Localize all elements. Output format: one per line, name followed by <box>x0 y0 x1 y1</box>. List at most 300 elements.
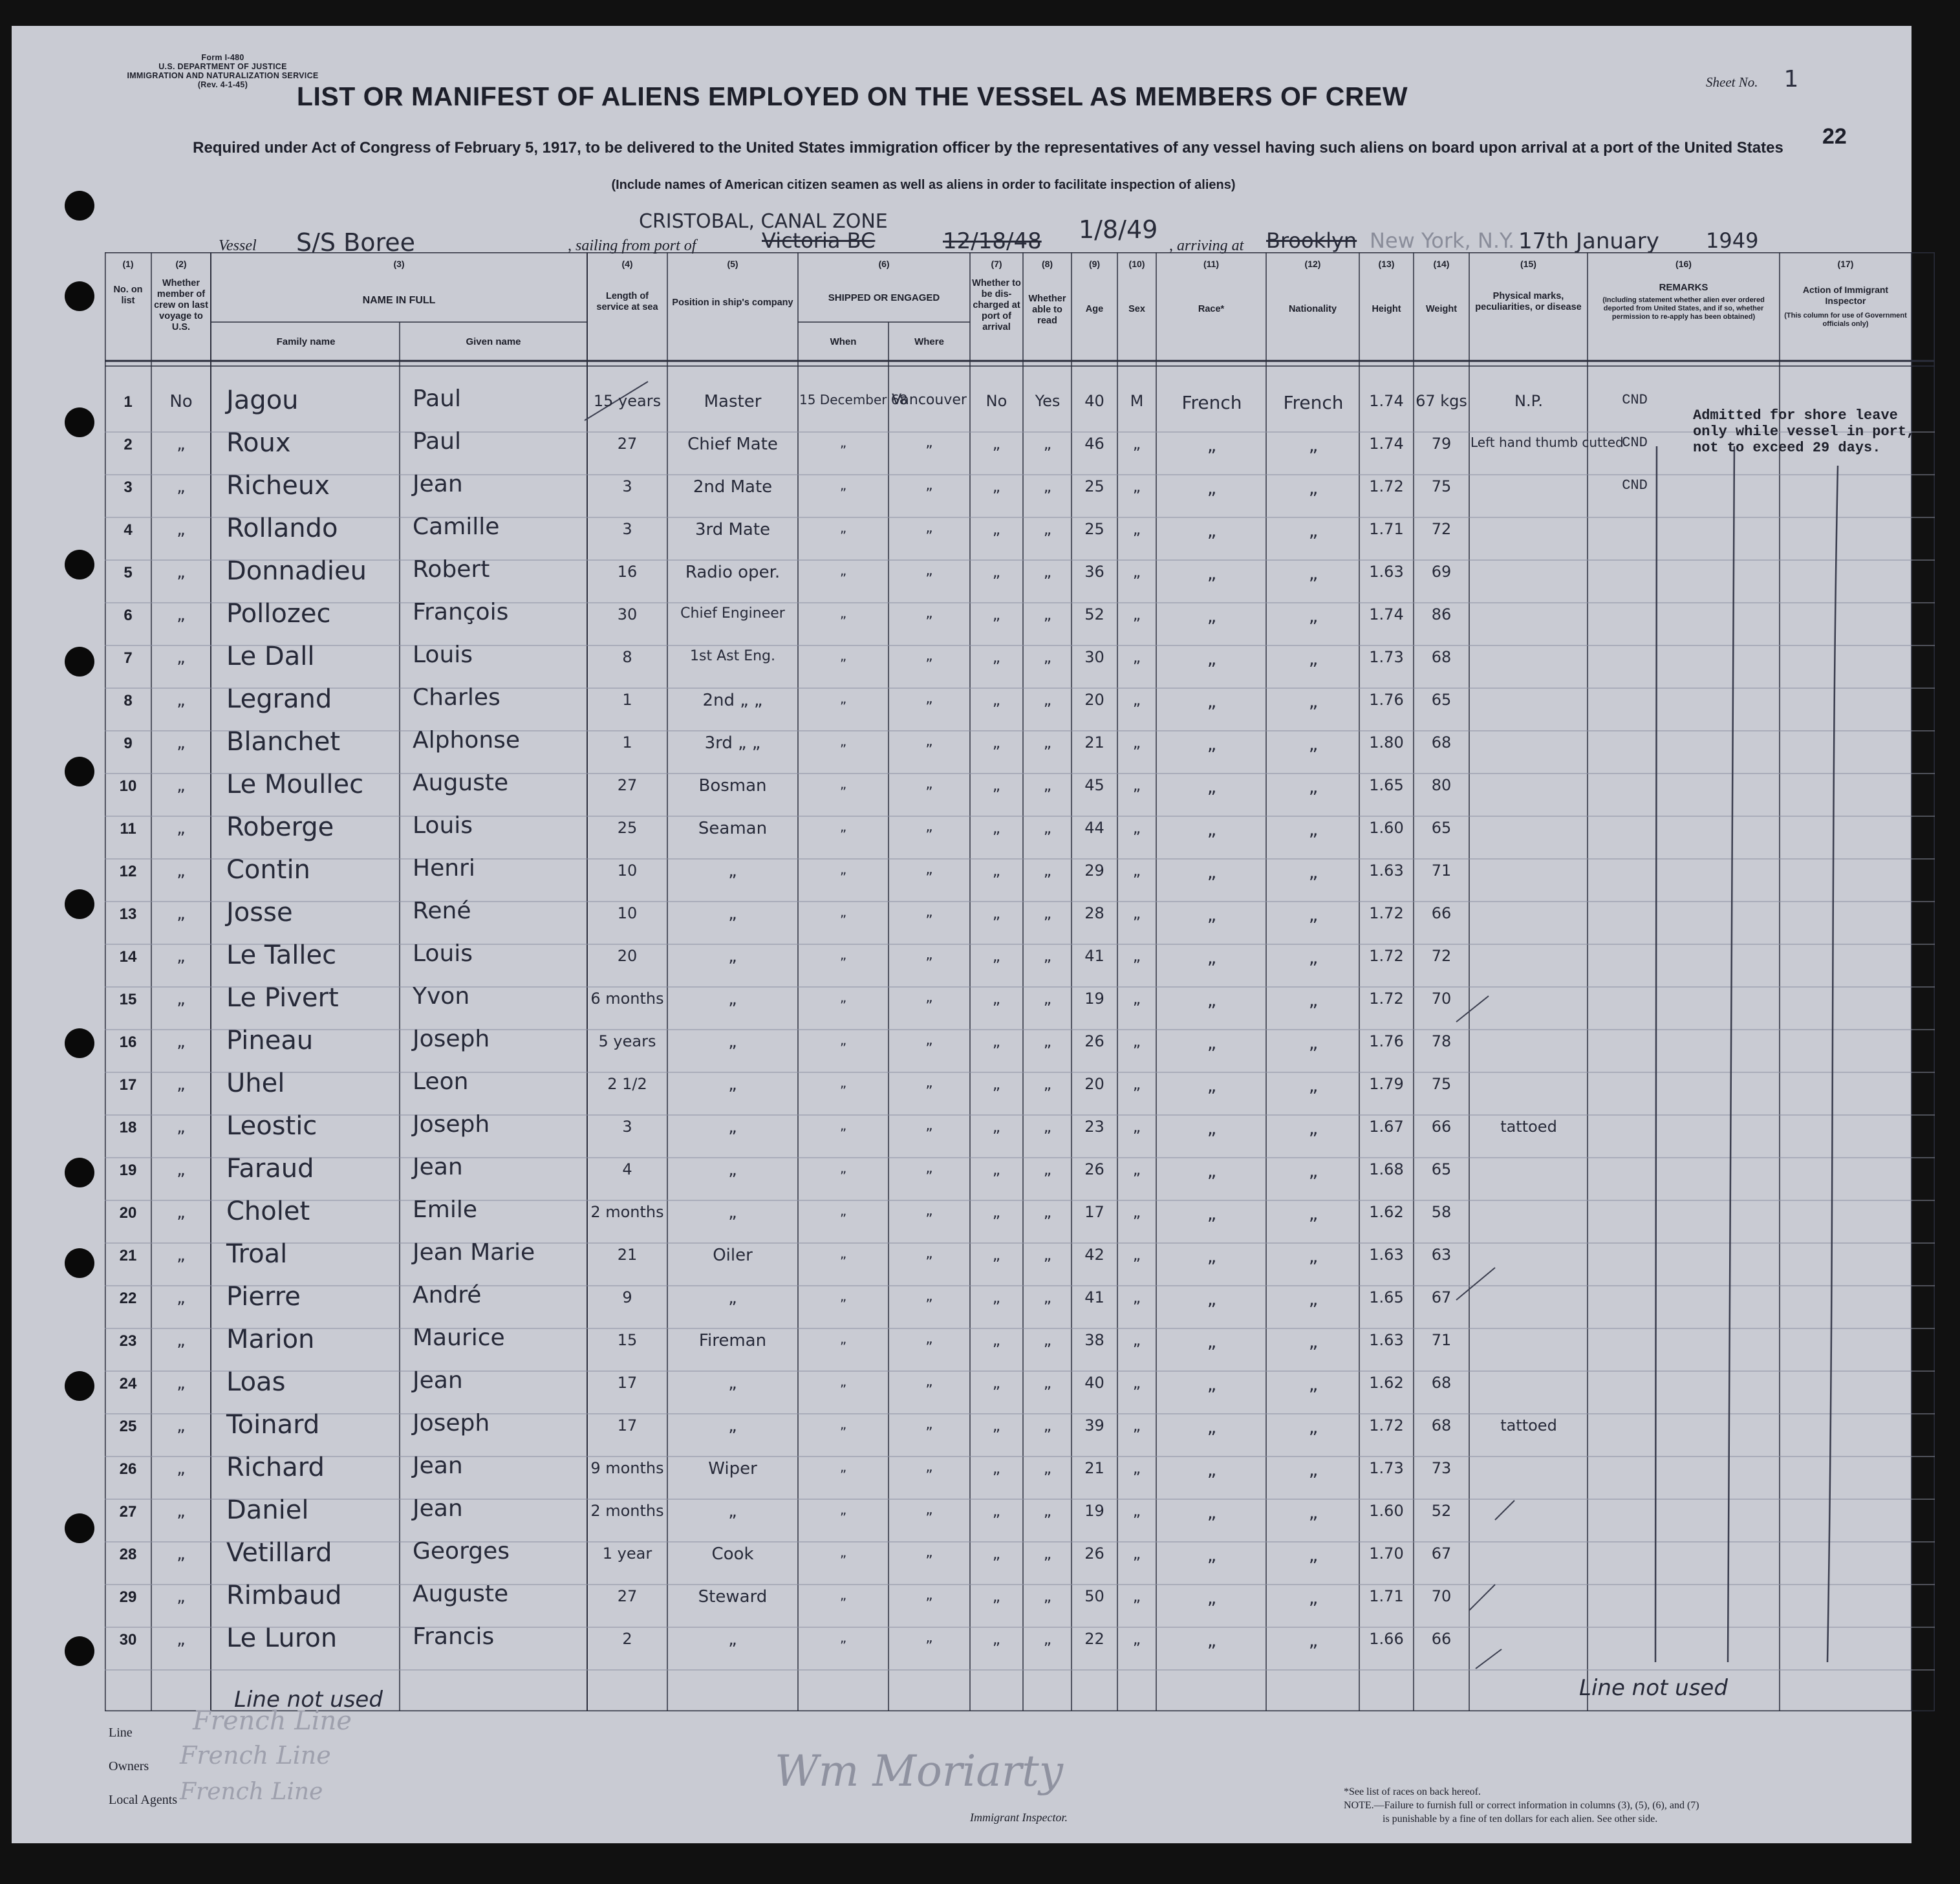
cell-nat: „ <box>1308 648 1319 669</box>
cell-weight: 67 <box>1431 1288 1452 1306</box>
line-not-used-left: Line not used <box>234 1687 383 1713</box>
cell-sex: „ <box>1132 1502 1141 1520</box>
cell-family: Rollando <box>226 514 338 543</box>
cell-nat: „ <box>1308 1246 1319 1267</box>
cell-service: 27 <box>617 1587 638 1605</box>
cell-age: 21 <box>1084 733 1104 752</box>
row-number: 19 <box>119 1162 137 1179</box>
cell-read: „ <box>1043 435 1052 453</box>
cell-given: Louis <box>413 642 473 668</box>
cell-race: „ <box>1207 520 1217 541</box>
cell-family: Leostic <box>226 1111 318 1141</box>
cell-disch: „ <box>992 861 1001 880</box>
cell-given: Robert <box>413 556 490 583</box>
cell-height: 1.72 <box>1369 1416 1404 1435</box>
cell-height: 1.73 <box>1369 648 1404 666</box>
cell-age: 19 <box>1084 1502 1104 1520</box>
cell-nat: „ <box>1308 733 1319 755</box>
cell-height: 1.72 <box>1369 947 1404 965</box>
cell-service: 25 <box>617 819 638 837</box>
cell-weight: 72 <box>1431 947 1452 965</box>
cell-when: 15 December 68 <box>799 392 908 407</box>
cell-service: 21 <box>617 1246 638 1264</box>
cell-height: 1.65 <box>1369 1288 1404 1306</box>
cell-where: „ <box>925 947 933 963</box>
cell-where: „ <box>925 1416 933 1433</box>
owners-label: Owners <box>109 1759 149 1773</box>
cell-family: Daniel <box>226 1495 309 1525</box>
cell-crew: „ <box>177 819 186 838</box>
cell-crew: „ <box>177 435 186 454</box>
cell-weight: 67 <box>1431 1544 1452 1563</box>
cell-sex: „ <box>1132 563 1141 581</box>
cell-age: 23 <box>1084 1118 1104 1136</box>
cell-weight: 86 <box>1431 605 1452 623</box>
cell-read: „ <box>1043 605 1052 623</box>
cell-read: „ <box>1043 477 1052 495</box>
cell-family: Contin <box>226 855 310 885</box>
cell-service: 3 <box>622 520 632 538</box>
cell-where: „ <box>925 904 933 920</box>
cell-crew: „ <box>177 1032 186 1052</box>
cell-when: „ <box>839 1416 847 1432</box>
cell-height: 1.60 <box>1369 819 1404 837</box>
cell-given: Auguste <box>413 1581 509 1607</box>
cell-nat: „ <box>1308 947 1319 968</box>
cell-read: „ <box>1043 563 1052 581</box>
cell-nat: „ <box>1308 1160 1319 1182</box>
cell-read: „ <box>1043 1160 1052 1178</box>
cell-given: Jean <box>413 1453 463 1479</box>
cell-when: „ <box>839 477 847 493</box>
cell-disch: „ <box>992 1331 1001 1349</box>
cell-position: Steward <box>698 1587 768 1607</box>
cell-race: „ <box>1207 990 1217 1011</box>
row-number: 26 <box>119 1460 137 1478</box>
cell-height: 1.71 <box>1369 520 1404 538</box>
row-number: 28 <box>119 1546 137 1563</box>
cell-sex: „ <box>1132 1118 1141 1136</box>
cell-service: 5 years <box>598 1032 656 1050</box>
cell-race: „ <box>1207 819 1217 840</box>
cell-family: Marion <box>226 1325 315 1354</box>
cell-where: „ <box>925 435 933 451</box>
cell-position: „ <box>728 1374 737 1393</box>
cell-age: 40 <box>1084 1374 1104 1392</box>
cell-service: 10 <box>617 904 638 922</box>
binder-hole <box>65 1248 94 1278</box>
cell-weight: 67 kgs <box>1416 392 1467 410</box>
cell-sex: „ <box>1132 605 1141 623</box>
cell-sex: „ <box>1132 947 1141 965</box>
cell-weight: 68 <box>1431 733 1452 752</box>
cell-nat: French <box>1283 392 1344 413</box>
col-shipped: SHIPPED OR ENGAGED <box>828 292 940 303</box>
cell-crew: „ <box>177 1587 186 1607</box>
cell-read: „ <box>1043 776 1052 794</box>
cell-where: „ <box>925 1587 933 1603</box>
cell-height: 1.79 <box>1369 1075 1404 1093</box>
cell-crew: „ <box>177 1544 186 1564</box>
sheet-number: Sheet No. 1 <box>1706 66 1799 92</box>
cell-nat: „ <box>1308 1416 1319 1438</box>
cell-sex: „ <box>1132 1160 1141 1178</box>
cell-position: 3rd „ „ <box>704 733 761 753</box>
cell-family: Roux <box>226 428 291 458</box>
cell-where: „ <box>925 1288 933 1305</box>
cell-read: „ <box>1043 1459 1052 1477</box>
cell-where: „ <box>925 477 933 493</box>
cell-service: 9 <box>622 1288 632 1306</box>
cell-weight: 68 <box>1431 648 1452 666</box>
cell-position: 3rd Mate <box>695 520 771 539</box>
cell-sex: „ <box>1132 1587 1141 1605</box>
cell-when: „ <box>839 1502 847 1517</box>
cell-service: 2 1/2 <box>607 1075 647 1093</box>
cell-crew: „ <box>177 1374 186 1393</box>
cell-crew: „ <box>177 648 186 667</box>
cell-when: „ <box>839 1203 847 1218</box>
vessel-name: S/S Boree <box>296 228 415 257</box>
cell-race: „ <box>1207 1544 1217 1566</box>
cell-where: „ <box>925 1246 933 1262</box>
agents-label: Local Agents <box>109 1793 178 1807</box>
cell-given: Jean <box>413 471 463 497</box>
col-height: Height <box>1372 304 1401 314</box>
cell-where: „ <box>925 819 933 835</box>
cell-disch: „ <box>992 563 1001 581</box>
cell-service: 2 <box>622 1630 632 1648</box>
cell-given: Francis <box>413 1623 495 1650</box>
cell-age: 39 <box>1084 1416 1104 1435</box>
cell-nat: „ <box>1308 819 1319 840</box>
cell-family: Le Pivert <box>226 983 339 1013</box>
cell-position: „ <box>728 1075 737 1094</box>
cell-disch: „ <box>992 1374 1001 1392</box>
sailing-label: , sailing from port of <box>568 237 696 254</box>
cell-disch: „ <box>992 1502 1001 1520</box>
cell-family: Faraud <box>226 1154 314 1184</box>
cell-position: „ <box>728 1288 737 1308</box>
cell-given: Georges <box>413 1538 510 1565</box>
cell-nat: „ <box>1308 435 1319 456</box>
cell-age: 25 <box>1084 477 1104 495</box>
col-position: Position in ship's company <box>672 298 793 308</box>
cell-remarks: CND <box>1622 392 1648 408</box>
cell-height: 1.63 <box>1369 563 1404 581</box>
row-number: 3 <box>124 479 133 496</box>
cell-position: Radio oper. <box>685 563 781 582</box>
row-number: 4 <box>124 521 133 539</box>
binder-hole <box>65 550 94 579</box>
cell-race: „ <box>1207 691 1217 712</box>
row-number: 16 <box>119 1034 137 1051</box>
cell-race: „ <box>1207 776 1217 797</box>
row-number: 9 <box>124 735 133 752</box>
cell-family: Vetillard <box>226 1538 332 1568</box>
cell-height: 1.62 <box>1369 1374 1404 1392</box>
row-number: 21 <box>119 1247 137 1264</box>
cell-nat: „ <box>1308 904 1319 926</box>
cell-nat: „ <box>1308 1630 1319 1651</box>
cell-given: Jean <box>413 1154 463 1180</box>
cell-family: Cholet <box>226 1196 310 1226</box>
col-num-11: (11) <box>1203 259 1220 269</box>
cell-read: „ <box>1043 733 1052 752</box>
cell-crew: „ <box>177 1459 186 1478</box>
cell-given: Louis <box>413 940 473 967</box>
col-num-17: (17) <box>1837 259 1854 269</box>
cell-nat: „ <box>1308 520 1319 541</box>
cell-position: „ <box>728 1118 737 1137</box>
cell-crew: „ <box>177 1331 186 1350</box>
cell-read: „ <box>1043 1288 1052 1306</box>
cell-crew: „ <box>177 477 186 497</box>
manifest-sheet <box>12 26 1915 1843</box>
cell-disch: „ <box>992 1118 1001 1136</box>
cell-where: „ <box>925 776 933 792</box>
cell-service: 1 year <box>602 1544 652 1563</box>
cell-service: 10 <box>617 861 638 880</box>
cell-nat: „ <box>1308 563 1319 584</box>
form-id: Form I-480 U.S. DEPARTMENT OF JUSTICE IMMIGRATION AND NATURALIZATION SERVICE (Rev. 4-1-45) <box>127 53 319 89</box>
row-number: 29 <box>119 1588 137 1606</box>
cell-family: Loas <box>226 1367 286 1397</box>
cell-race: „ <box>1207 1246 1217 1267</box>
cell-race: „ <box>1207 1587 1217 1608</box>
cell-height: 1.71 <box>1369 1587 1404 1605</box>
cell-position: „ <box>728 904 737 924</box>
cell-read: „ <box>1043 1032 1052 1050</box>
col-num-10: (10) <box>1128 259 1145 269</box>
cell-race: „ <box>1207 1630 1217 1651</box>
cell-race: „ <box>1207 648 1217 669</box>
binder-hole <box>65 281 94 311</box>
cell-crew: No <box>169 392 193 411</box>
col-age: Age <box>1085 304 1104 314</box>
line-value: French Line <box>193 1706 352 1736</box>
cell-when: „ <box>839 1374 847 1389</box>
cell-disch: „ <box>992 1075 1001 1093</box>
cell-disch: „ <box>992 819 1001 837</box>
cell-age: 41 <box>1084 1288 1104 1306</box>
line-not-used-right: Line not used <box>1579 1675 1728 1701</box>
cell-position: „ <box>728 1502 737 1521</box>
cell-family: Le Tallec <box>226 940 337 970</box>
col-discharged: Whether to be dis-charged at port of arrival <box>972 278 1021 332</box>
cell-read: „ <box>1043 1587 1052 1605</box>
cell-given: Joseph <box>413 1410 490 1436</box>
cell-given: Leon <box>413 1068 469 1095</box>
binder-hole <box>65 1371 94 1401</box>
cell-given: Joseph <box>413 1026 490 1052</box>
cell-family: Le Luron <box>226 1623 338 1653</box>
cell-position: 2nd „ „ <box>702 691 763 710</box>
cell-family: Roberge <box>226 812 334 842</box>
cell-weight: 66 <box>1431 1118 1452 1136</box>
row-number: 1 <box>124 393 133 411</box>
cell-family: Richeux <box>226 471 330 501</box>
binder-hole <box>65 889 94 919</box>
cell-sex: „ <box>1132 904 1141 922</box>
cell-when: „ <box>839 1544 847 1560</box>
cell-race: French <box>1181 392 1242 413</box>
cell-where: „ <box>925 1331 933 1347</box>
cell-when: „ <box>839 1630 847 1645</box>
cell-sex: „ <box>1132 1374 1141 1392</box>
cell-crew: „ <box>177 1160 186 1180</box>
cell-weight: 75 <box>1431 477 1452 495</box>
binder-hole <box>65 757 94 786</box>
cell-age: 26 <box>1084 1160 1104 1178</box>
row-number: 13 <box>119 905 137 923</box>
cell-height: 1.63 <box>1369 1246 1404 1264</box>
cell-sex: M <box>1130 392 1144 410</box>
cell-sex: „ <box>1132 1246 1141 1264</box>
cell-height: 1.70 <box>1369 1544 1404 1563</box>
row-number: 20 <box>119 1204 137 1222</box>
cell-when: „ <box>839 691 847 706</box>
cell-crew: „ <box>177 1288 186 1308</box>
cell-disch: „ <box>992 1416 1001 1435</box>
col-when: When <box>830 336 857 347</box>
cell-where: „ <box>925 1160 933 1176</box>
col-num-8: (8) <box>1041 259 1053 269</box>
cell-crew: „ <box>177 776 186 796</box>
cell-service: 3 <box>622 477 632 495</box>
cell-family: Uhel <box>226 1068 285 1098</box>
col-sex: Sex <box>1128 304 1145 314</box>
cell-race: „ <box>1207 1075 1217 1096</box>
cell-position: „ <box>728 861 737 881</box>
cell-age: 19 <box>1084 990 1104 1008</box>
cell-marks: Left hand thumb cutted <box>1470 435 1624 450</box>
col-num-6: (6) <box>878 259 890 269</box>
cell-read: „ <box>1043 1630 1052 1648</box>
cell-crew: „ <box>177 1416 186 1436</box>
row-number: 22 <box>119 1290 137 1307</box>
row-number: 6 <box>124 607 133 624</box>
col-num-14: (14) <box>1433 259 1450 269</box>
col-num-4: (4) <box>621 259 633 269</box>
cell-disch: „ <box>992 1288 1001 1306</box>
cell-age: 46 <box>1084 435 1104 453</box>
cell-race: „ <box>1207 1331 1217 1352</box>
cell-race: „ <box>1207 605 1217 627</box>
col-remarks-note: (Including statement whether alien ever ordered deported from United States, and if so, whether permission to re-apply has been obtained) <box>1602 296 1765 321</box>
row-number: 11 <box>120 820 136 838</box>
cell-where: „ <box>925 1075 933 1091</box>
cell-race: „ <box>1207 1502 1217 1523</box>
cell-position: Cook <box>711 1544 754 1564</box>
cell-height: 1.67 <box>1369 1118 1404 1136</box>
cell-age: 36 <box>1084 563 1104 581</box>
cell-race: „ <box>1207 563 1217 584</box>
page-title: LIST OR MANIFEST OF ALIENS EMPLOYED ON THE VESSEL AS MEMBERS OF CREW <box>296 81 1408 111</box>
cell-disch: „ <box>992 1459 1001 1477</box>
cell-when: „ <box>839 1118 847 1133</box>
binder-hole <box>65 1158 94 1187</box>
cell-disch: „ <box>992 1203 1001 1221</box>
cell-nat: „ <box>1308 1032 1319 1054</box>
cell-sex: „ <box>1132 1630 1141 1648</box>
cell-family: Jagou <box>226 385 299 415</box>
cell-weight: 58 <box>1431 1203 1452 1221</box>
cell-nat: „ <box>1308 861 1319 883</box>
cell-position: „ <box>728 947 737 966</box>
cell-given: Emile <box>413 1196 477 1223</box>
cell-height: 1.80 <box>1369 733 1404 752</box>
cell-position: Bosman <box>698 776 767 796</box>
cell-service: 2 months <box>590 1203 664 1221</box>
cell-race: „ <box>1207 1374 1217 1395</box>
struck-port: Victoria BC <box>762 228 876 253</box>
cell-crew: „ <box>177 1118 186 1137</box>
cell-crew: „ <box>177 947 186 966</box>
row-number: 12 <box>119 863 137 880</box>
cell-crew: „ <box>177 861 186 881</box>
cell-weight: 68 <box>1431 1416 1452 1435</box>
cell-service: 9 months <box>590 1459 664 1477</box>
cell-when: „ <box>839 605 847 621</box>
binder-hole <box>65 647 94 677</box>
cell-race: „ <box>1207 947 1217 968</box>
cell-when: „ <box>839 1587 847 1603</box>
cell-height: 1.63 <box>1369 1331 1404 1349</box>
cell-read: „ <box>1043 990 1052 1008</box>
cell-service: 6 months <box>590 990 664 1008</box>
cell-where: „ <box>925 1502 933 1518</box>
cell-height: 1.63 <box>1369 861 1404 880</box>
cell-disch: „ <box>992 691 1001 709</box>
cell-read: „ <box>1043 1203 1052 1221</box>
cell-where: „ <box>925 691 933 707</box>
arriving-label: , arriving at <box>1169 237 1244 254</box>
cell-when: „ <box>839 1075 847 1090</box>
row-number: 8 <box>124 692 133 709</box>
cell-height: 1.65 <box>1369 776 1404 794</box>
cell-family: Josse <box>226 898 293 927</box>
col-num-12: (12) <box>1304 259 1321 269</box>
cell-where: „ <box>925 1374 933 1390</box>
cell-disch: „ <box>992 1630 1001 1648</box>
cell-given: Henri <box>413 855 475 882</box>
cell-crew: „ <box>177 904 186 924</box>
cell-disch: „ <box>992 1544 1001 1563</box>
cell-when: „ <box>839 1459 847 1475</box>
cell-service: 17 <box>617 1374 638 1392</box>
cell-sex: „ <box>1132 648 1141 666</box>
cell-crew: „ <box>177 990 186 1009</box>
cell-read: „ <box>1043 520 1052 538</box>
col-num-1: (1) <box>122 259 134 269</box>
cell-family: Donnadieu <box>226 556 367 586</box>
cell-given: Joseph <box>413 1111 490 1138</box>
cell-when: „ <box>839 1246 847 1261</box>
cell-where: „ <box>925 861 933 878</box>
cell-sex: „ <box>1132 1416 1141 1435</box>
cell-read: „ <box>1043 1075 1052 1093</box>
cell-race: „ <box>1207 861 1217 883</box>
cell-when: „ <box>839 648 847 664</box>
cell-service: 16 <box>617 563 638 581</box>
cell-service: 30 <box>617 605 638 623</box>
cell-service: 15 <box>617 1331 638 1349</box>
cell-disch: „ <box>992 1032 1001 1050</box>
cell-sex: „ <box>1132 1459 1141 1477</box>
cell-nat: „ <box>1308 776 1319 797</box>
cell-family: Le Dall <box>226 642 315 671</box>
